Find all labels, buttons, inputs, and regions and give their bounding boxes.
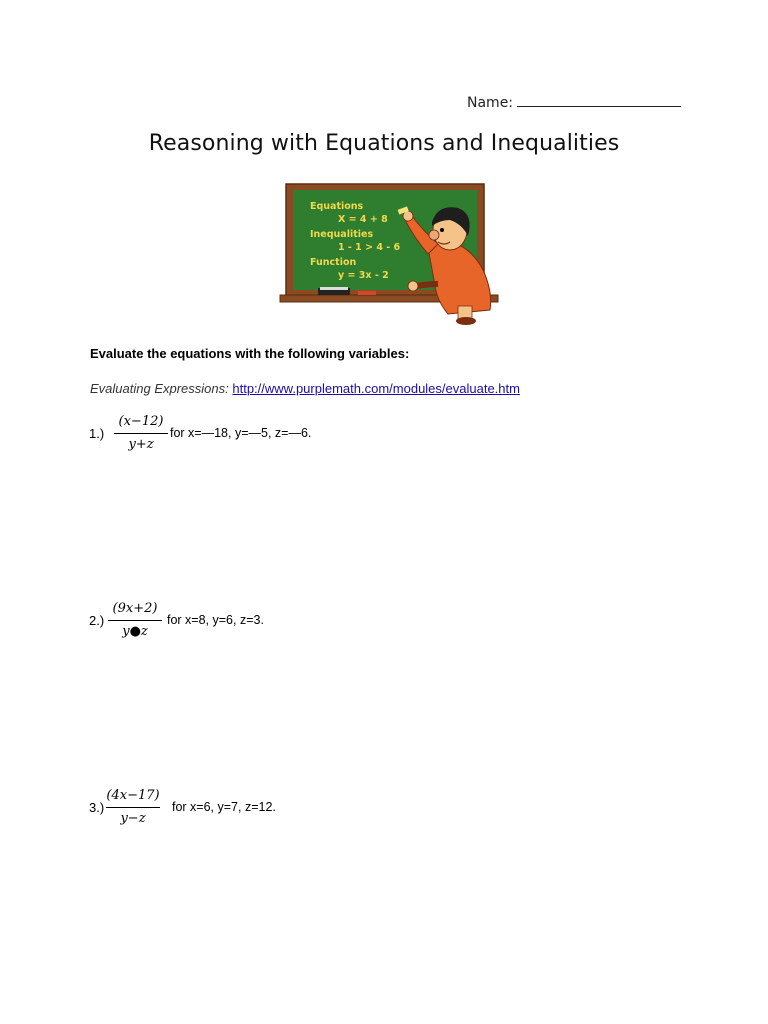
variable-values: for x=—18, y=—5, z=—6.	[170, 426, 312, 440]
chalk-text-equations: Equations	[310, 201, 364, 212]
problem-number: 3.)	[89, 800, 105, 815]
problem-1	[89, 413, 429, 457]
chalk-text-inequalities: Inequalities	[310, 229, 374, 240]
evaluating-label: Evaluating Expressions:	[90, 381, 229, 396]
fraction-numerator: (x−12)	[118, 414, 164, 429]
fraction-expression	[108, 600, 162, 641]
fraction-expression	[106, 787, 160, 828]
fraction-denominator: y●z	[122, 624, 148, 639]
teacher-chalkboard-illustration	[278, 180, 502, 326]
page-title: Reasoning with Equations and Inequalities	[148, 131, 620, 156]
chalk-text-function: Function	[310, 257, 357, 268]
fraction-denominator: y+z	[128, 437, 154, 452]
fraction-denominator: y−z	[120, 811, 146, 826]
problem-number: 2.)	[89, 613, 105, 628]
fraction-bar	[114, 433, 168, 434]
fraction-expression	[114, 413, 168, 454]
chalk-text-function-example: y = 3x - 2	[338, 270, 389, 281]
name-blank-line[interactable]	[517, 93, 681, 107]
problem-number: 1.)	[89, 426, 105, 441]
fraction-numerator: (9x+2)	[112, 601, 158, 616]
name-field[interactable]	[467, 93, 681, 111]
chalk-text-equation-example: X = 4 + 8	[338, 214, 388, 225]
instructions-heading: Evaluate the equations with the following variables:	[90, 346, 410, 361]
fraction-bar	[106, 807, 160, 808]
problem-3	[89, 787, 429, 831]
fraction-numerator: (4x−17)	[106, 788, 160, 803]
variable-values: for x=8, y=6, z=3.	[167, 613, 264, 627]
name-label: Name:	[467, 95, 514, 111]
purplemath-link[interactable]: http://www.purplemath.com/modules/evaluate.htm	[232, 381, 520, 396]
problem-2	[89, 600, 429, 644]
chalk-text-inequality-example: 1 - 1 > 4 - 6	[338, 242, 401, 253]
evaluating-expressions-line	[90, 381, 520, 396]
fraction-bar	[108, 620, 162, 621]
variable-values: for x=6, y=7, z=12.	[172, 800, 276, 814]
